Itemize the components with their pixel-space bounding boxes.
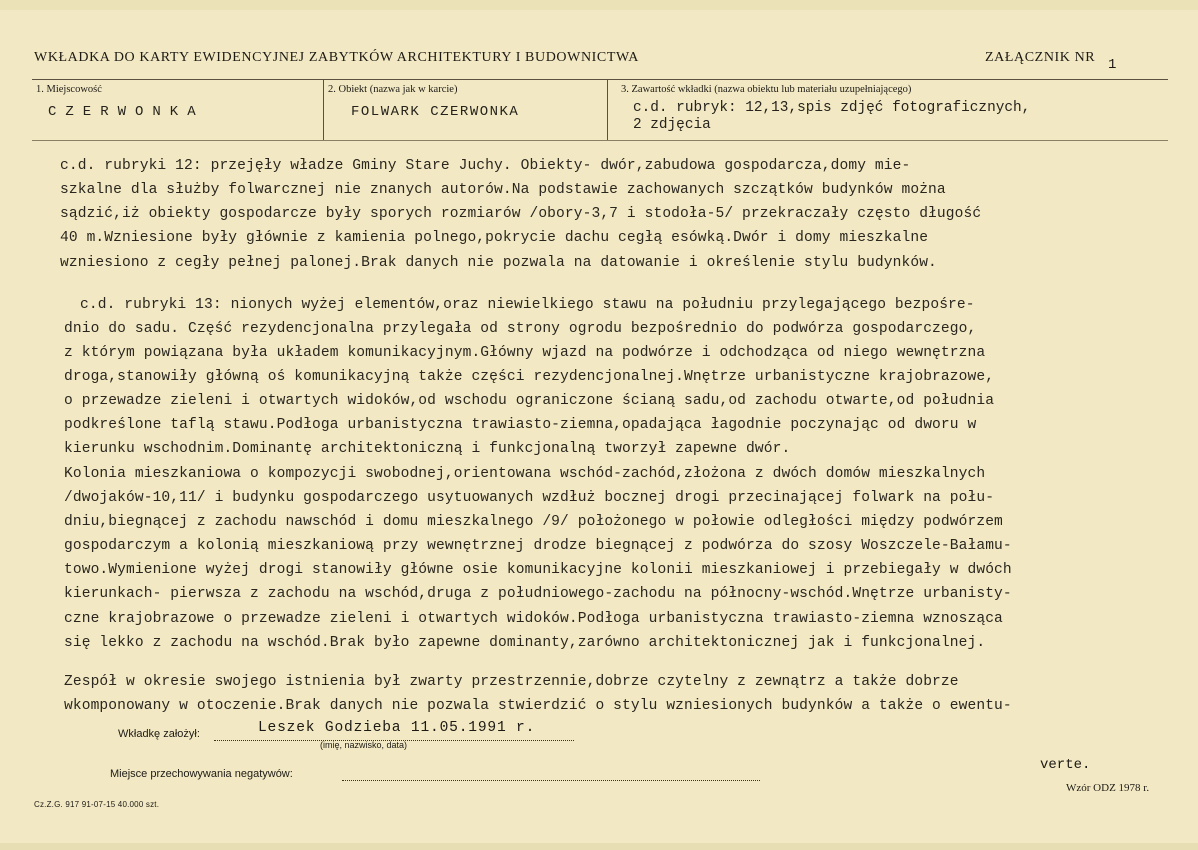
body-line: szkalne dla służby folwarcznej nie znanych autorów.Na podstawie zachowanych szczątków budynków można [60, 182, 946, 198]
body-line: 40 m.Wzniesione były głównie z kamienia polnego,pokrycie dachu cegłą esówką.Dwór i domy mieszkalne [60, 230, 929, 246]
body-line: c.d. rubryki 13: nionych wyżej elementów,oraz niewielkiego stawu na południu przylegającego bezpośre- [80, 297, 975, 313]
object-value: FOLWARK CZERWONKA [351, 104, 520, 120]
prepared-by-label: Wkładkę założył: [118, 728, 200, 740]
body-line: dnio do sadu. Część rezydencjonalna przylegała od strony ogrodu bezpośrednio do podwórza gospodarczego, [64, 321, 977, 337]
header-rule [32, 79, 1168, 80]
body-line: sądzić,iż obiekty gospodarcze były sporych rozmiarów /obory-3,7 i stodoła-5/ przekraczały często długość [60, 206, 982, 222]
negatives-label: Miejsce przechowywania negatywów: [110, 768, 293, 780]
content-value-line-2: 2 zdjęcia [633, 117, 711, 133]
object-label: 2. Obiekt (nazwa jak w karcie) [328, 84, 458, 95]
body-line: Kolonia mieszkaniowa o kompozycji swobodnej,orientowana wschód-zachód,złożona z dwóch domów mieszkalnych [64, 466, 986, 482]
body-line: wzniesiono z cegły pełnej palonej.Brak danych nie pozwala na datowanie i określenie stylu budynków. [60, 255, 937, 271]
body-line: dniu,biegnącej z zachodu nawschód i domu mieszkalnego /9/ położonego w połowie odległości między podwórzem [64, 514, 1003, 530]
body-line: c.d. rubryki 12: przejęły władze Gminy Stare Juchy. Obiekty- dwór,zabudowa gospodarcza,domy mie- [60, 158, 911, 174]
body-line: z którym powiązana była układem komunikacyjnym.Główny wjazd na podwórze i odchodząca od niego wewnętrzna [64, 345, 986, 361]
body-line: towo.Wymienione wyżej drogi stanowiły główne osie komunikacyjne kolonii mieszkaniowej i przebiegały w dwóch [64, 562, 1012, 578]
annex-label: ZAŁĄCZNIK NR [985, 50, 1096, 65]
body-line: Zespół w okresie swojego istnienia był zwarty przestrzennie,dobrze czytelny z zewnątrz a także dobrze [64, 674, 959, 690]
body-line: się lekko z zachodu na wschód.Brak było zapewne dominanty,zarówno architektonicznej jak i funkcjonalnej. [64, 635, 986, 651]
form-model: Wzór ODZ 1978 r. [1066, 782, 1150, 794]
form-print-code: Cz.Z.G. 917 91-07-15 40.000 szt. [34, 800, 160, 809]
prepared-by-value: Leszek Godzieba 11.05.1991 r. [258, 720, 536, 736]
place-value: CZERWONKA [48, 104, 205, 120]
field-divider-1 [323, 79, 324, 140]
body-line: podkreślone taflą stawu.Podłoga urbanistyczna trawiasto-ziemna,opadająca łagodnie poczynając od dworu w [64, 417, 977, 433]
annex-number: 1 [1108, 57, 1117, 73]
body-line: droga,stanowiły główną oś komunikacyjną także części rezydencjonalnej.Wnętrze urbanistyczne krajobrazowe, [64, 369, 995, 385]
body-line: kierunku wschodnim.Dominantę architektoniczną i funkcjonalną tworzył zapewne dwór. [64, 441, 791, 457]
body-line: wkomponowany w otoczenie.Brak danych nie pozwala stwierdzić o stylu wzniesionych budynków a także o ewentu- [64, 698, 1012, 714]
fields-bottom-rule [32, 140, 1168, 141]
verte-note: verte. [1040, 757, 1091, 773]
body-line: gospodarczym a kolonią mieszkaniową przy wewnętrznej drodze biegnącej z podwórza do szosy Woszczele-Bałamu- [64, 538, 1012, 554]
body-line: /dwojaków-10,11/ i budynku gospodarczego usytuowanych wzdłuż bocznej drogi przecinającej folwark na połu- [64, 490, 995, 506]
scan-top-edge [0, 0, 1198, 10]
field-divider-2 [607, 79, 608, 140]
body-line: czne krajobrazowe o przewadze zieleni i otwartych widoków.Podłoga urbanistyczna trawiasto-ziemna wznosząca [64, 611, 1003, 627]
negatives-dotted-line [342, 780, 760, 781]
place-label: 1. Miejscowość [36, 84, 102, 95]
content-label: 3. Zawartość wkładki (nazwa obiektu lub materiału uzupełniającego) [621, 84, 912, 95]
body-line: o przewadze zieleni i otwartych widoków,od wschodu ograniczone ścianą sadu,od zachodu otwarte,od południa [64, 393, 995, 409]
scan-bottom-edge [0, 843, 1198, 850]
form-title: WKŁADKA DO KARTY EWIDENCYJNEJ ZABYTKÓW ARCHITEKTURY I BUDOWNICTWA [34, 50, 639, 65]
content-value-line-1: c.d. rubryk: 12,13,spis zdjęć fotograficznych, [633, 100, 1031, 116]
prepared-by-caption: (imię, nazwisko, data) [320, 740, 408, 750]
body-line: kierunkach- pierwsza z zachodu na wschód,druga z południowego-zachodu na północny-wschód.Wnętrze urbanisty- [64, 586, 1012, 602]
